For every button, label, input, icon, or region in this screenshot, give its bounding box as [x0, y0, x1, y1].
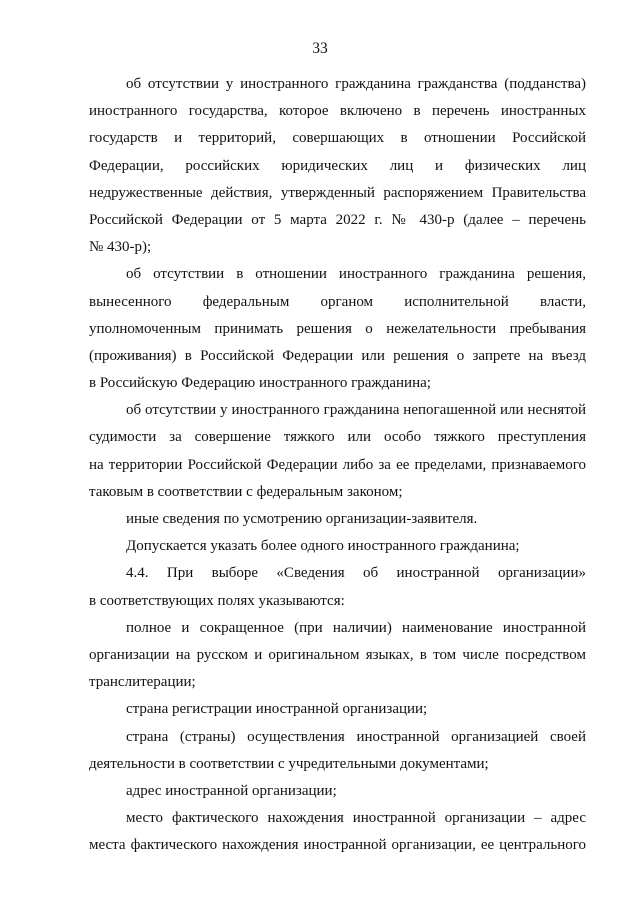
text-line: (проживания) в Российской Федерации или решения о запрете на въезд [89, 347, 586, 364]
text-line: организации на русском и оригинальном языках, в том числе посредством [89, 646, 586, 663]
text-line: адрес иностранной организации; [126, 782, 337, 799]
text-line: страна регистрации иностранной организации; [126, 701, 428, 718]
page-number: 33 [312, 40, 328, 57]
text-line: вынесенного федеральным органом исполнительной власти, [89, 293, 586, 310]
text-line: об отсутствии у иностранного гражданина непогашенной или неснятой [126, 402, 586, 419]
text-line: таковым в соответствии с федеральным законом; [89, 483, 403, 500]
text-line: иностранного государства, которое включено в перечень иностранных [89, 103, 586, 120]
text-line: на территории Российской Федерации либо за ее пределами, признаваемого [89, 456, 586, 473]
text-line: страна (страны) осуществления иностранной организацией своей [126, 728, 586, 745]
text-line: Допускается указать более одного иностранного гражданина; [126, 538, 520, 555]
text-line: недружественные действия, утвержденный распоряжением Правительства [89, 184, 586, 201]
text-line: судимости за совершение тяжкого или особо тяжкого преступления [89, 429, 586, 446]
text-line: полное и сокращенное (при наличии) наименование иностранной [126, 619, 586, 636]
text-line: в Российскую Федерацию иностранного гражданина; [89, 375, 431, 392]
text-line: транслитерации; [89, 674, 196, 691]
text-line: деятельности в соответствии с учредительными документами; [89, 755, 489, 772]
document-body [89, 71, 586, 859]
text-line: Федерации, российских юридических лиц и физических лиц [89, 157, 586, 174]
text-line: № 430-р); [89, 239, 152, 256]
text-line: об отсутствии у иностранного гражданина гражданства (подданства) [126, 76, 586, 92]
text-line: иные сведения по усмотрению организации-заявителя. [126, 511, 478, 527]
text-line: уполномоченным принимать решения о нежелательности пребывания [89, 320, 586, 337]
text-line: 4.4. При выборе «Сведения об иностранной организации» [126, 565, 586, 582]
text-line: место фактического нахождения иностранной организации – адрес [126, 810, 586, 827]
text-line: государств и территорий, совершающих в отношении Российской [89, 130, 586, 147]
text-line: в соответствующих полях указываются: [89, 592, 345, 609]
text-line: места фактического нахождения иностранной организации, ее центрального [89, 837, 586, 854]
text-line: Российской Федерации от 5 марта 2022 г. № 430-р (далее – перечень [89, 211, 586, 228]
text-line: об отсутствии в отношении иностранного гражданина решения, [126, 266, 586, 283]
